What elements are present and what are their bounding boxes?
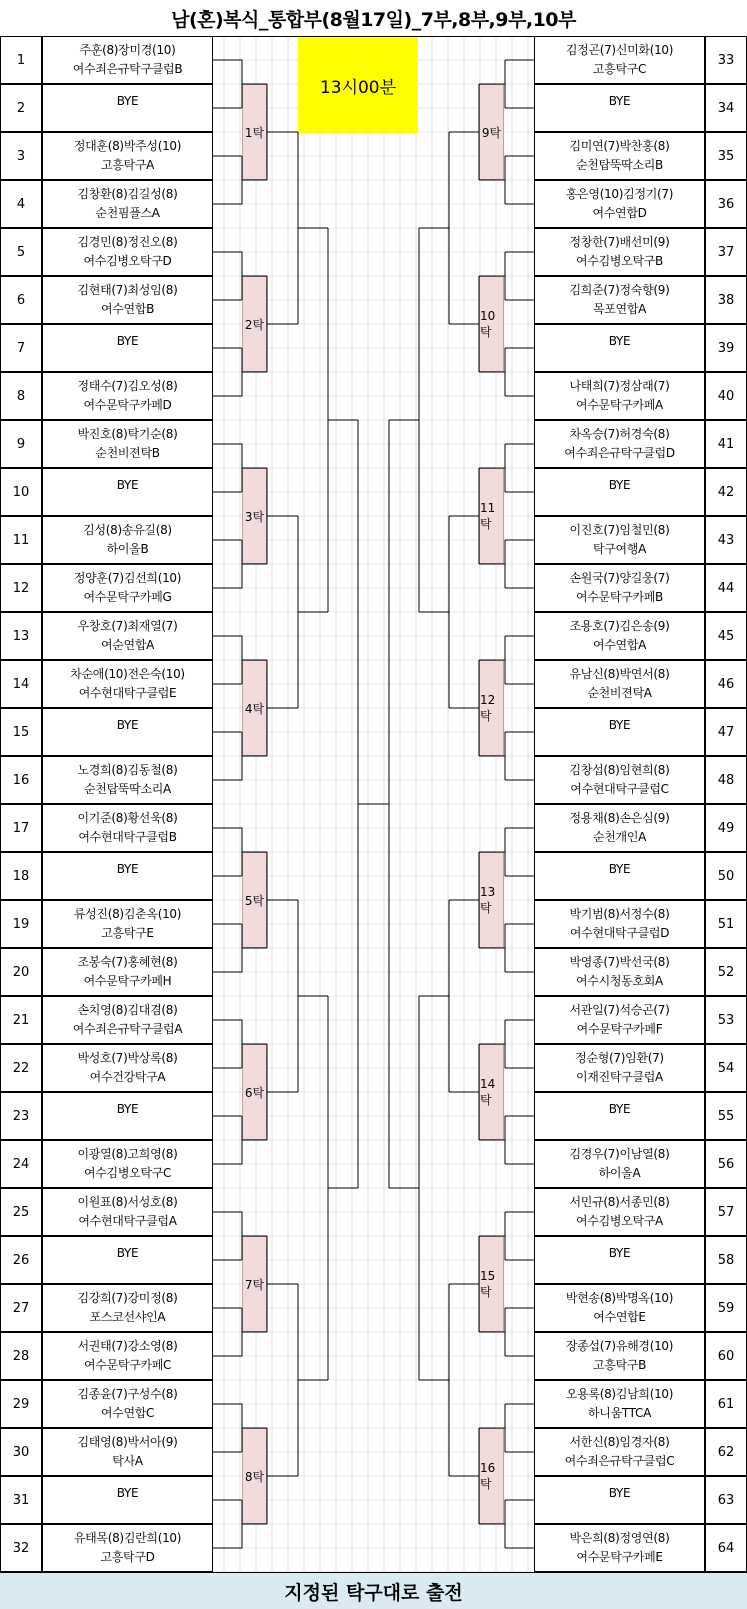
team-players: 김현태(7)최성임(8): [77, 283, 178, 297]
right-seed-number: 59: [705, 1284, 747, 1332]
team-players: 노경희(8)김동철(8): [77, 763, 178, 777]
right-seed-number: 35: [705, 132, 747, 180]
team-players: 정양훈(7)김선희(10): [73, 571, 182, 585]
team-players: 이진호(7)임철민(8): [569, 523, 670, 537]
left-seed-number: 19: [0, 900, 42, 948]
team-club: 여수김병오탁구B: [576, 254, 663, 268]
right-table-assignment: 10탁: [479, 276, 504, 372]
right-seed-number: 50: [705, 852, 747, 900]
left-seed-number: 15: [0, 708, 42, 756]
team-club: 고흥탁구D: [100, 1550, 155, 1564]
team-club: 여수죄은규탁구클럽A: [72, 1022, 183, 1036]
right-seed-number: 62: [705, 1428, 747, 1476]
team-club: 여수문탁구카페E: [576, 1550, 663, 1564]
team-players: 나태희(7)정삼래(7): [569, 379, 670, 393]
team-players: BYE: [116, 717, 139, 732]
left-table-assignment: 6탁: [242, 1044, 267, 1140]
team-players: BYE: [116, 1485, 139, 1500]
left-seed-number: 31: [0, 1476, 42, 1524]
team-club: 여수시청동호회A: [576, 974, 663, 988]
right-seed-number: 34: [705, 84, 747, 132]
team-club: 여수문탁구카페G: [83, 590, 172, 604]
left-seed-number: 21: [0, 996, 42, 1044]
right-seed-number: 41: [705, 420, 747, 468]
left-seed-number: 14: [0, 660, 42, 708]
left-seed-number: 20: [0, 948, 42, 996]
right-seed-number: 51: [705, 900, 747, 948]
left-table-assignment: 4탁: [242, 660, 267, 756]
team-players: 김경민(8)정진오(8): [77, 235, 178, 249]
right-seed-number: 43: [705, 516, 747, 564]
team-players: 홍은영(10)김정기(7): [565, 187, 674, 201]
team-players: 정순형(7)임환(7): [575, 1051, 664, 1065]
right-table-assignment: 14탁: [479, 1044, 504, 1140]
team-players: BYE: [608, 477, 631, 492]
team-club: 여수현대탁구클럽B: [78, 830, 177, 844]
footer-note: 지정된 탁구대로 출전: [0, 1572, 747, 1609]
right-seed-number: 36: [705, 180, 747, 228]
team-players: BYE: [608, 1485, 631, 1500]
team-players: 김태영(8)박서아(9): [77, 1435, 178, 1449]
right-seed-number: 49: [705, 804, 747, 852]
right-seed-number: 64: [705, 1524, 747, 1572]
team-club: 포스코선샤인A: [89, 1310, 166, 1324]
left-seed-number: 22: [0, 1044, 42, 1092]
left-seed-number: 12: [0, 564, 42, 612]
left-seed-number: 29: [0, 1380, 42, 1428]
team-club: 여수문탁구카페B: [576, 590, 663, 604]
team-players: 유남신(8)박연서(8): [569, 667, 670, 681]
page-title: 남(혼)복식_통합부(8월17일)_7부,8부,9부,10부: [0, 0, 747, 37]
team-players: 차옥승(7)허경숙(8): [569, 427, 670, 441]
right-table-assignment: 9탁: [479, 84, 504, 180]
left-seed-number: 30: [0, 1428, 42, 1476]
team-club: 여수죄은규탁구클럽D: [564, 446, 675, 460]
left-seed-number: 3: [0, 132, 42, 180]
team-club: 순천핌플스A: [95, 206, 160, 220]
team-club: 이재진탁구클럽A: [576, 1070, 663, 1084]
right-seed-number: 54: [705, 1044, 747, 1092]
team-club: 순천비젼탁A: [587, 686, 652, 700]
team-club: 탁사A: [112, 1454, 143, 1468]
team-players: BYE: [116, 1101, 139, 1116]
team-club: 목포연합A: [592, 302, 647, 316]
left-seed-number: 11: [0, 516, 42, 564]
team-club: 여수현대탁구클럽C: [570, 782, 669, 796]
team-players: 서관일(7)석승곤(7): [569, 1003, 670, 1017]
right-table-assignment: 16탁: [479, 1428, 504, 1524]
team-players: 조봉숙(7)홍혜현(8): [77, 955, 178, 969]
team-players: 김성(8)송유길(8): [83, 523, 172, 537]
team-club: 여수김병오탁구A: [576, 1214, 663, 1228]
left-table-assignment: 7탁: [242, 1236, 267, 1332]
team-club: 고흥탁구B: [592, 1358, 647, 1372]
team-players: 김창환(8)김길성(8): [77, 187, 178, 201]
left-seed-number: 27: [0, 1284, 42, 1332]
team-players: BYE: [116, 1245, 139, 1260]
right-table-assignment: 12탁: [479, 660, 504, 756]
team-players: 차순애(10)전은숙(10): [70, 667, 185, 681]
left-table-assignment: 1탁: [242, 84, 267, 180]
team-players: BYE: [116, 477, 139, 492]
team-players: 이원표(8)서성호(8): [77, 1195, 178, 1209]
team-players: 오용록(8)김남희(10): [565, 1387, 674, 1401]
team-club: 여수연합A: [592, 638, 647, 652]
left-seed-number: 17: [0, 804, 42, 852]
right-seed-number: 42: [705, 468, 747, 516]
team-players: 서권태(7)강소영(8): [77, 1339, 178, 1353]
team-players: 김강희(7)강미정(8): [77, 1291, 178, 1305]
team-club: 여수연합B: [100, 302, 155, 316]
right-seed-number: 44: [705, 564, 747, 612]
team-club: 순천개인A: [592, 830, 647, 844]
team-players: 정태수(7)김오성(8): [77, 379, 178, 393]
left-seed-number: 24: [0, 1140, 42, 1188]
team-players: BYE: [608, 717, 631, 732]
team-players: BYE: [608, 1101, 631, 1116]
team-players: 정창한(7)배선미(9): [569, 235, 670, 249]
team-club: 고흥탁구E: [101, 926, 154, 940]
team-players: 박성호(7)박상록(8): [77, 1051, 178, 1065]
team-players: 김경우(7)이남열(8): [569, 1147, 670, 1161]
team-players: 박은희(8)정영연(8): [569, 1531, 670, 1545]
right-seed-number: 53: [705, 996, 747, 1044]
team-players: 서민규(8)서종민(8): [569, 1195, 670, 1209]
right-seed-number: 58: [705, 1236, 747, 1284]
team-club: 순천탑뚝딱소리B: [576, 158, 663, 172]
team-players: 손치영(8)김대겸(8): [77, 1003, 178, 1017]
left-seed-number: 32: [0, 1524, 42, 1572]
right-seed-number: 45: [705, 612, 747, 660]
team-players: BYE: [608, 1245, 631, 1260]
left-seed-number: 25: [0, 1188, 42, 1236]
team-club: 탁구여행A: [592, 542, 647, 556]
left-table-assignment: 2탁: [242, 276, 267, 372]
team-players: BYE: [116, 93, 139, 108]
right-seed-number: 52: [705, 948, 747, 996]
team-club: 여수문탁구카페H: [83, 974, 172, 988]
right-seed-number: 56: [705, 1140, 747, 1188]
team-club: 고흥탁구A: [100, 158, 155, 172]
right-seed-number: 48: [705, 756, 747, 804]
left-seed-number: 5: [0, 228, 42, 276]
right-seed-number: 61: [705, 1380, 747, 1428]
right-seed-number: 63: [705, 1476, 747, 1524]
team-players: 박진호(8)탁기순(8): [77, 427, 178, 441]
team-players: 이기준(8)황선욱(8): [77, 811, 178, 825]
left-seed-number: 4: [0, 180, 42, 228]
team-club: 여수연합E: [593, 1310, 646, 1324]
team-club: 하이올B: [106, 542, 149, 556]
team-club: 여수현대탁구클럽A: [78, 1214, 177, 1228]
left-seed-number: 13: [0, 612, 42, 660]
team-club: 여수김병오탁구C: [83, 1166, 172, 1180]
team-players: 박현송(8)박명옥(10): [565, 1291, 674, 1305]
team-club: 순천탑뚝딱소리A: [84, 782, 171, 796]
right-table-assignment: 11탁: [479, 468, 504, 564]
team-players: 정용채(8)손은심(9): [569, 811, 670, 825]
team-players: 이광열(8)고희영(8): [77, 1147, 178, 1161]
left-seed-number: 10: [0, 468, 42, 516]
team-club: 여수문탁구카페F: [576, 1022, 663, 1036]
team-club: 여수문탁구카페C: [83, 1358, 172, 1372]
team-club: 여수연합D: [592, 206, 647, 220]
right-seed-number: 37: [705, 228, 747, 276]
left-seed-number: 18: [0, 852, 42, 900]
team-club: 하니움TTCA: [587, 1406, 651, 1420]
right-seed-number: 55: [705, 1092, 747, 1140]
time-box: 13시00분: [298, 37, 418, 133]
team-club: 여수김병오탁구D: [83, 254, 172, 268]
team-players: BYE: [608, 93, 631, 108]
team-club: 여수건강탁구A: [89, 1070, 166, 1084]
team-club: 여수문탁구카페D: [83, 398, 172, 412]
team-players: 박기범(8)서정수(8): [569, 907, 670, 921]
team-players: BYE: [608, 861, 631, 876]
team-club: 여수연합C: [100, 1406, 155, 1420]
team-players: 손원국(7)양길웅(7): [569, 571, 670, 585]
team-players: 조용호(7)김은송(9): [569, 619, 670, 633]
left-seed-number: 2: [0, 84, 42, 132]
left-seed-number: 8: [0, 372, 42, 420]
right-seed-number: 57: [705, 1188, 747, 1236]
team-players: 김희준(7)정숙향(9): [569, 283, 670, 297]
team-club: 여수죄은규탁구클럽B: [72, 62, 183, 76]
right-seed-number: 40: [705, 372, 747, 420]
left-seed-number: 1: [0, 36, 42, 84]
right-seed-number: 33: [705, 36, 747, 84]
team-club: 여수문탁구카페A: [576, 398, 663, 412]
team-club: 하이올A: [598, 1166, 641, 1180]
left-seed-number: 16: [0, 756, 42, 804]
team-players: 정대훈(8)박주성(10): [73, 139, 182, 153]
right-table-assignment: 15탁: [479, 1236, 504, 1332]
team-players: 박영종(7)박선국(8): [569, 955, 670, 969]
team-club: 고흥탁구C: [592, 62, 647, 76]
left-table-assignment: 5탁: [242, 852, 267, 948]
right-seed-number: 46: [705, 660, 747, 708]
team-club: 여수현대탁구클럽E: [78, 686, 177, 700]
team-players: 유태목(8)김란희(10): [73, 1531, 182, 1545]
left-seed-number: 7: [0, 324, 42, 372]
right-table-assignment: 13탁: [479, 852, 504, 948]
team-club: 여순연합A: [100, 638, 155, 652]
team-players: 김미연(7)박찬홍(8): [569, 139, 670, 153]
right-seed-number: 38: [705, 276, 747, 324]
team-players: 주훈(8)장미경(10): [79, 43, 176, 57]
left-seed-number: 28: [0, 1332, 42, 1380]
team-players: BYE: [116, 333, 139, 348]
team-players: BYE: [608, 333, 631, 348]
team-players: 서한신(8)임경자(8): [569, 1435, 670, 1449]
team-players: 김종윤(7)구성수(8): [77, 1387, 178, 1401]
team-club: 여수죄은규탁구클럽C: [564, 1454, 675, 1468]
left-seed-number: 23: [0, 1092, 42, 1140]
team-club: 순천비젼탁B: [95, 446, 160, 460]
left-seed-number: 26: [0, 1236, 42, 1284]
left-seed-number: 9: [0, 420, 42, 468]
team-players: 류성진(8)김춘옥(10): [73, 907, 182, 921]
left-table-assignment: 8탁: [242, 1428, 267, 1524]
team-players: 우창호(7)최재열(7): [77, 619, 178, 633]
team-players: 장종섭(7)유해경(10): [565, 1339, 674, 1353]
team-players: 김정곤(7)신미화(10): [565, 43, 674, 57]
team-club: 여수현대탁구클럽D: [569, 926, 670, 940]
right-seed-number: 39: [705, 324, 747, 372]
left-table-assignment: 3탁: [242, 468, 267, 564]
right-seed-number: 47: [705, 708, 747, 756]
team-players: BYE: [116, 861, 139, 876]
team-players: 김창섭(8)임현희(8): [569, 763, 670, 777]
left-seed-number: 6: [0, 276, 42, 324]
right-seed-number: 60: [705, 1332, 747, 1380]
